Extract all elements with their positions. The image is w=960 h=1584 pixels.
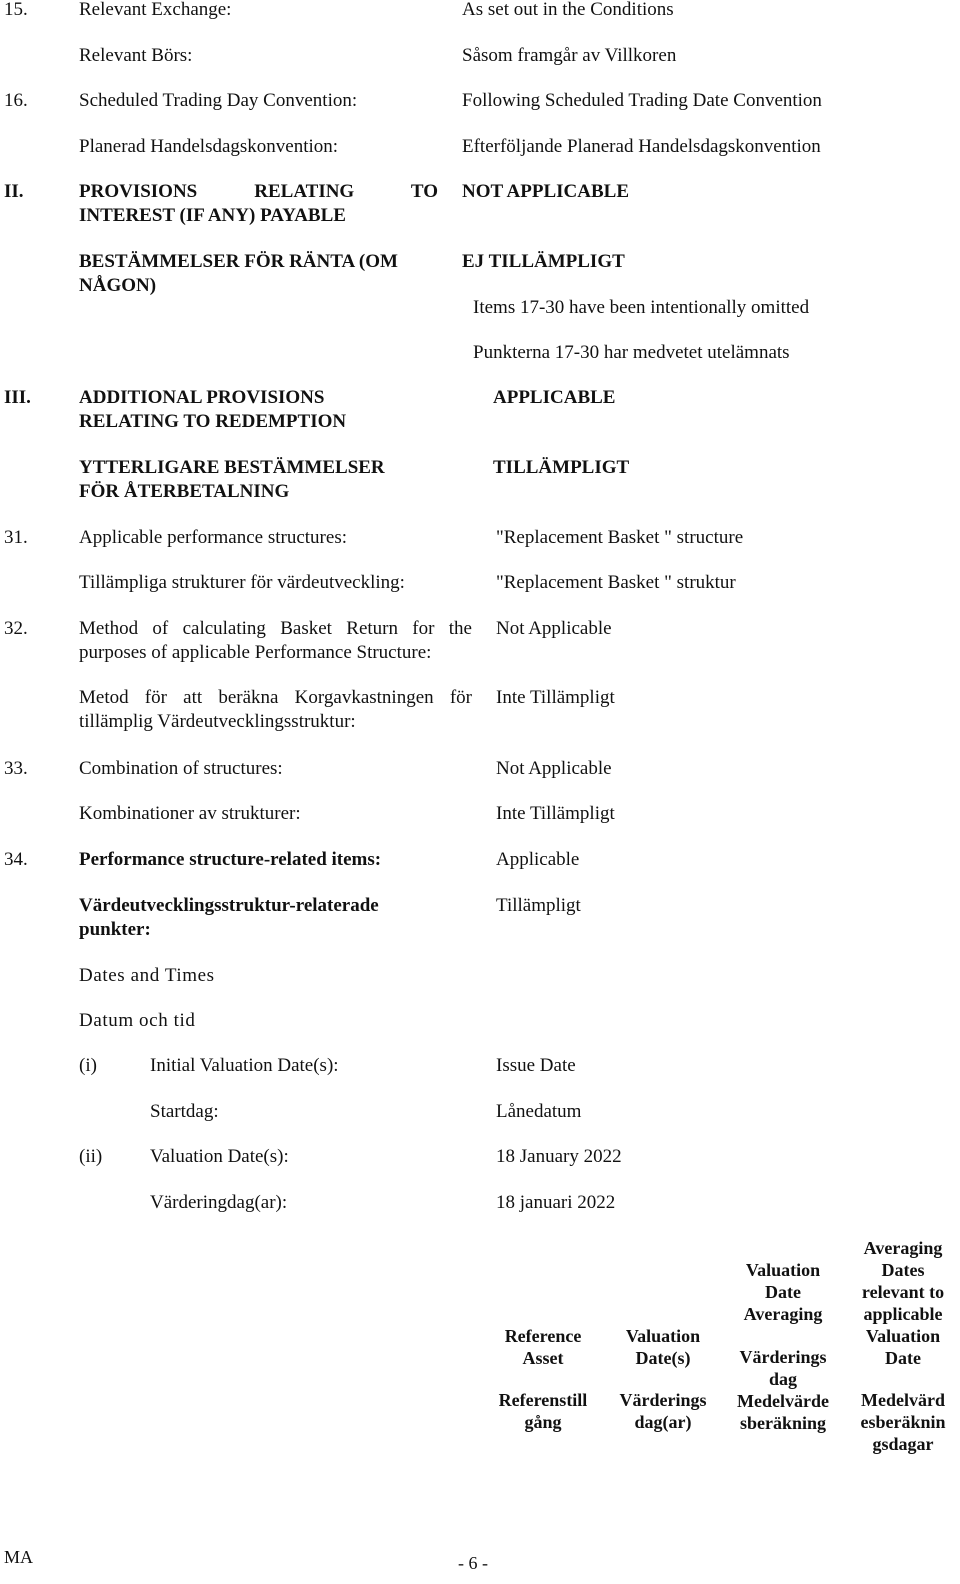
section-value-sv: TILLÄMPLIGT — [493, 457, 630, 478]
item-value-sv: Efterföljande Planerad Handelsdagskonvention — [462, 136, 821, 157]
item-value-en: As set out in the Conditions — [462, 0, 674, 20]
sub-item-label-sv: Startdag: — [150, 1101, 219, 1122]
item-number: 15. — [4, 0, 28, 20]
item-label-en-cont: purposes of applicable Performance Structure: — [79, 642, 432, 663]
sub-item-label-en: Valuation Date(s): — [150, 1146, 289, 1167]
item-number: 34. — [4, 849, 28, 870]
section-heading-en-cont: RELATING TO REDEMPTION — [79, 411, 347, 432]
section-number: II. — [4, 181, 24, 202]
item-number: 33. — [4, 758, 28, 779]
table-header-reference-asset-sv: Referenstill gång — [498, 1390, 588, 1432]
section-value-en: NOT APPLICABLE — [462, 181, 629, 202]
sub-item-value-sv: Lånedatum — [496, 1101, 582, 1122]
item-label-sv: Planerad Handelsdagskonvention: — [79, 136, 339, 157]
item-value-sv: Inte Tillämpligt — [496, 687, 615, 708]
table-header-valuation-dates-en: Valuation Date(s) — [625, 1326, 701, 1368]
section-heading-en-cont: INTEREST (IF ANY) PAYABLE — [79, 205, 346, 226]
page-number: - 6 - — [458, 1553, 488, 1573]
item-label-en: Method of calculating Basket Return for the — [79, 618, 472, 639]
item-value-en: Not Applicable — [496, 618, 612, 639]
sub-item-number: (ii) — [79, 1146, 103, 1167]
section-heading-en: PROVISIONS RELATING TO — [79, 181, 438, 202]
item-value-sv: Såsom framgår av Villkoren — [462, 45, 677, 66]
section-value-en: APPLICABLE — [493, 387, 616, 408]
sub-item-value-en: Issue Date — [496, 1055, 576, 1076]
item-value-en: Applicable — [496, 849, 580, 870]
section-heading-sv-cont: NÅGON) — [79, 275, 157, 296]
item-label-sv: Relevant Börs: — [79, 45, 193, 66]
item-label-en: Relevant Exchange: — [79, 0, 232, 20]
section-value-sv: EJ TILLÄMPLIGT — [462, 251, 625, 272]
item-number: 32. — [4, 618, 28, 639]
dates-heading-sv: Datum och tid — [79, 1010, 196, 1031]
table-header-averaging-dates-en: Averaging Dates relevant to applicable Valuation Date — [861, 1238, 945, 1368]
item-label-sv: Metod för att beräkna Korgavkastningen för — [79, 687, 472, 708]
item-value-en: Not Applicable — [496, 758, 612, 779]
section-heading-sv: YTTERLIGARE BESTÄMMELSER — [79, 457, 385, 478]
item-label-en: Combination of structures: — [79, 758, 283, 779]
item-label-sv: Värdeutvecklingsstruktur-relaterade — [79, 895, 379, 916]
table-header-valuation-date-averaging-sv: Värderings dag Medelvärde sberäkning — [737, 1347, 829, 1433]
section-heading-sv: BESTÄMMELSER FÖR RÄNTA (OM — [79, 251, 398, 272]
sub-item-value-sv: 18 januari 2022 — [496, 1192, 616, 1213]
item-value-sv: Inte Tillämpligt — [496, 803, 615, 824]
item-number: 31. — [4, 527, 28, 548]
section-heading-en: ADDITIONAL PROVISIONS — [79, 387, 325, 408]
item-label-en: Scheduled Trading Day Convention: — [79, 90, 358, 111]
item-label-sv: Kombinationer av strukturer: — [79, 803, 301, 824]
item-value-sv: "Replacement Basket " struktur — [496, 572, 736, 593]
table-header-averaging-dates-sv: Medelvärd esberäknin gsdagar — [860, 1390, 946, 1454]
dates-heading-en: Dates and Times — [79, 965, 215, 986]
table-header-valuation-date-averaging-en: Valuation Date Averaging — [743, 1260, 823, 1324]
omitted-note-en: Items 17-30 have been intentionally omitted — [473, 297, 810, 318]
item-label-sv-cont: tillämplig Värdeutvecklingsstruktur: — [79, 711, 356, 732]
item-label-en: Applicable performance structures: — [79, 527, 347, 548]
section-number: III. — [4, 387, 31, 408]
sub-item-value-en: 18 January 2022 — [496, 1146, 622, 1167]
item-value-en: "Replacement Basket " structure — [496, 527, 744, 548]
section-heading-sv-cont: FÖR ÅTERBETALNING — [79, 481, 290, 502]
sub-item-number: (i) — [79, 1055, 97, 1076]
omitted-note-sv: Punkterna 17-30 har medvetet utelämnats — [473, 342, 790, 363]
sub-item-label-sv: Värderingdag(ar): — [150, 1192, 288, 1213]
footer-left-code: MA — [4, 1547, 34, 1567]
item-value-en: Following Scheduled Trading Date Convention — [462, 90, 822, 111]
item-number: 16. — [4, 90, 28, 111]
sub-item-label-en: Initial Valuation Date(s): — [150, 1055, 339, 1076]
table-header-valuation-dates-sv: Värderings dag(ar) — [619, 1390, 707, 1432]
item-label-en: Performance structure-related items: — [79, 849, 382, 870]
table-header-reference-asset-en: Reference Asset — [504, 1326, 582, 1368]
item-value-sv: Tillämpligt — [496, 895, 581, 916]
item-label-sv-cont: punkter: — [79, 919, 151, 940]
item-label-sv: Tillämpliga strukturer för värdeutveckling: — [79, 572, 405, 593]
